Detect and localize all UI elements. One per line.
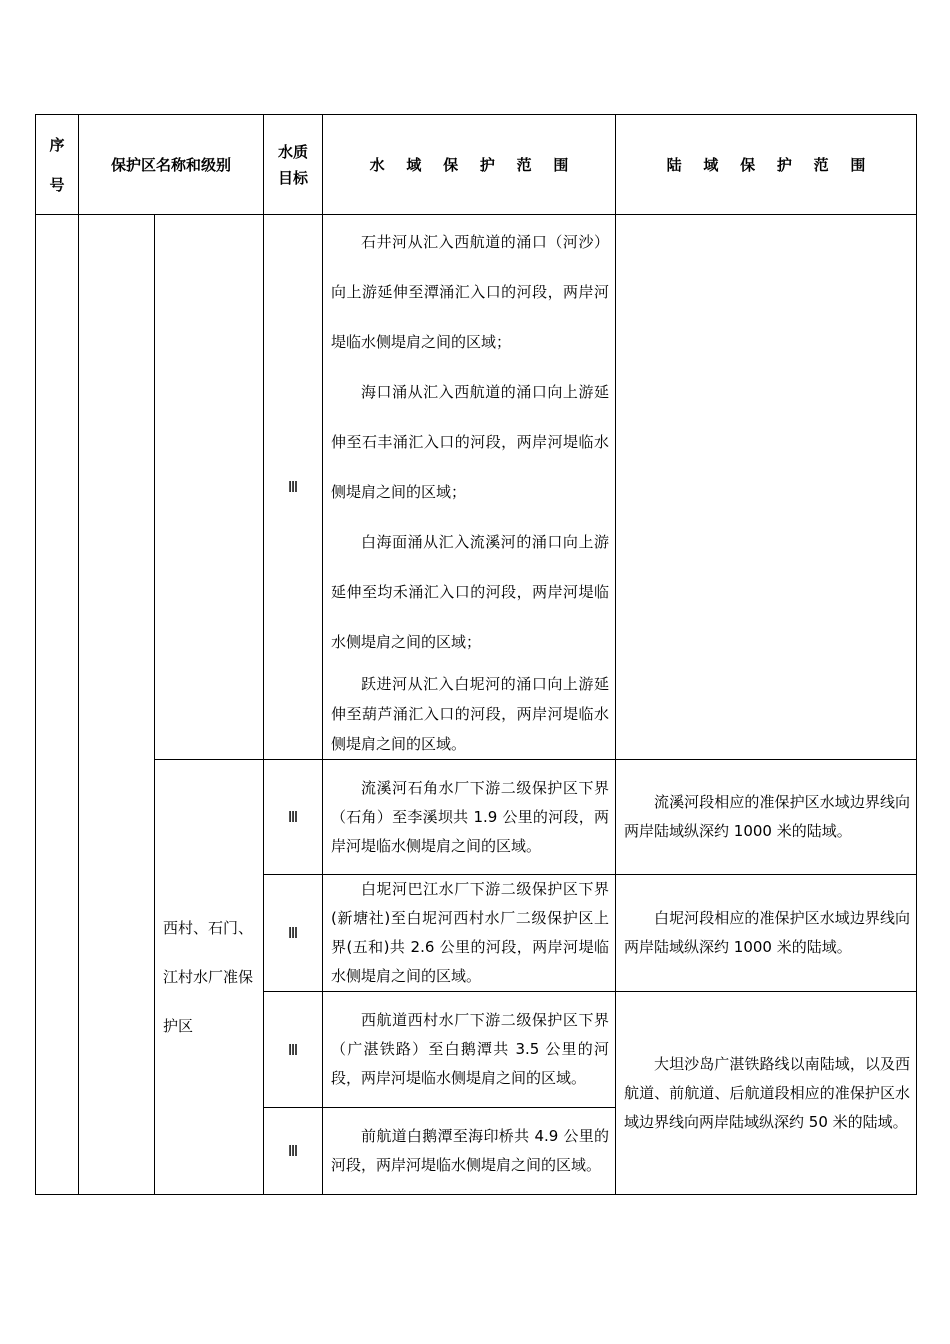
water-paragraph: 跃进河从汇入白坭河的涌口向上游延伸至葫芦涌汇入口的河段，两岸河堤临水侧堤肩之间的区域。 [331, 675, 610, 753]
header-name: 保护区名称和级别 [79, 115, 264, 215]
land-text: 流溪河段相应的准保护区水域边界线向两岸陆域纵深约 1000 米的陆域。 [624, 793, 911, 840]
zone-name: 西村、石门、江村水厂准保护区 [155, 760, 264, 1195]
header-quality [264, 115, 323, 215]
row-grade: Ⅲ [264, 992, 323, 1108]
protection-zone-table [35, 114, 917, 1195]
row-land-scope [616, 760, 917, 875]
header-index [36, 115, 79, 215]
upper-land-scope [616, 215, 917, 760]
header-quality-line1: 水质 [278, 142, 309, 161]
header-quality-line2: 目标 [278, 168, 309, 187]
upper-water-scope [323, 215, 616, 760]
water-text: 前航道白鹅潭至海印桥共 4.9 公里的河段，两岸河堤临水侧堤肩之间的区域。 [331, 1127, 610, 1174]
row-grade: Ⅲ [264, 760, 323, 875]
row-land-scope [616, 992, 917, 1195]
upper-name-cell [155, 215, 264, 760]
header-row [36, 115, 917, 215]
table-row [36, 760, 917, 875]
header-index-line2: 号 [49, 175, 65, 194]
row-water-scope [323, 760, 616, 875]
water-text: 白坭河巴江水厂下游二级保护区下界(新塘社)至白坭河西村水厂二级保护区上界(五和)共 2.6 公里的河段，两岸河堤临水侧堤肩之间的区域。 [331, 880, 610, 985]
level-cell [79, 215, 155, 1195]
row-grade: Ⅲ [264, 875, 323, 992]
row-land-scope [616, 875, 917, 992]
row-grade: Ⅲ [264, 1108, 323, 1195]
water-paragraph: 白海面涌从汇入流溪河的涌口向上游延伸至均禾涌汇入口的河段，两岸河堤临水侧堤肩之间的区域； [331, 533, 610, 651]
water-paragraph: 海口涌从汇入西航道的涌口向上游延伸至石丰涌汇入口的河段，两岸河堤临水侧堤肩之间的区域； [331, 383, 610, 501]
index-cell [36, 215, 79, 1195]
water-text: 流溪河石角水厂下游二级保护区下界（石角）至李溪坝共 1.9 公里的河段，两岸河堤临水侧堤肩之间的区域。 [331, 778, 610, 855]
land-text: 白坭河段相应的准保护区水域边界线向两岸陆域纵深约 1000 米的陆域。 [624, 909, 911, 956]
row-water-scope [323, 1108, 616, 1195]
row-water-scope [323, 992, 616, 1108]
header-land-scope [616, 115, 917, 215]
water-paragraph: 石井河从汇入西航道的涌口（河沙）向上游延伸至潭涌汇入口的河段，两岸河堤临水侧堤肩之间的区域； [331, 233, 610, 351]
table-row-upper [36, 215, 917, 760]
upper-grade: Ⅲ [264, 215, 323, 760]
water-text: 西航道西村水厂下游二级保护区下界（广湛铁路）至白鹅潭共 3.5 公里的河段，两岸河堤临水侧堤肩之间的区域。 [331, 1011, 610, 1087]
row-water-scope [323, 875, 616, 992]
header-land-scope-text: 陆域保护范围 [666, 156, 888, 174]
land-text: 大坦沙岛广湛铁路线以南陆域，以及西航道、前航道、后航道段相应的准保护区水域边界线向两岸陆域纵深约 50 米的陆域。 [624, 1054, 911, 1131]
header-water-scope-text: 水域保护范围 [369, 156, 591, 174]
header-index-line1: 序 [49, 135, 65, 154]
header-water-scope [323, 115, 616, 215]
